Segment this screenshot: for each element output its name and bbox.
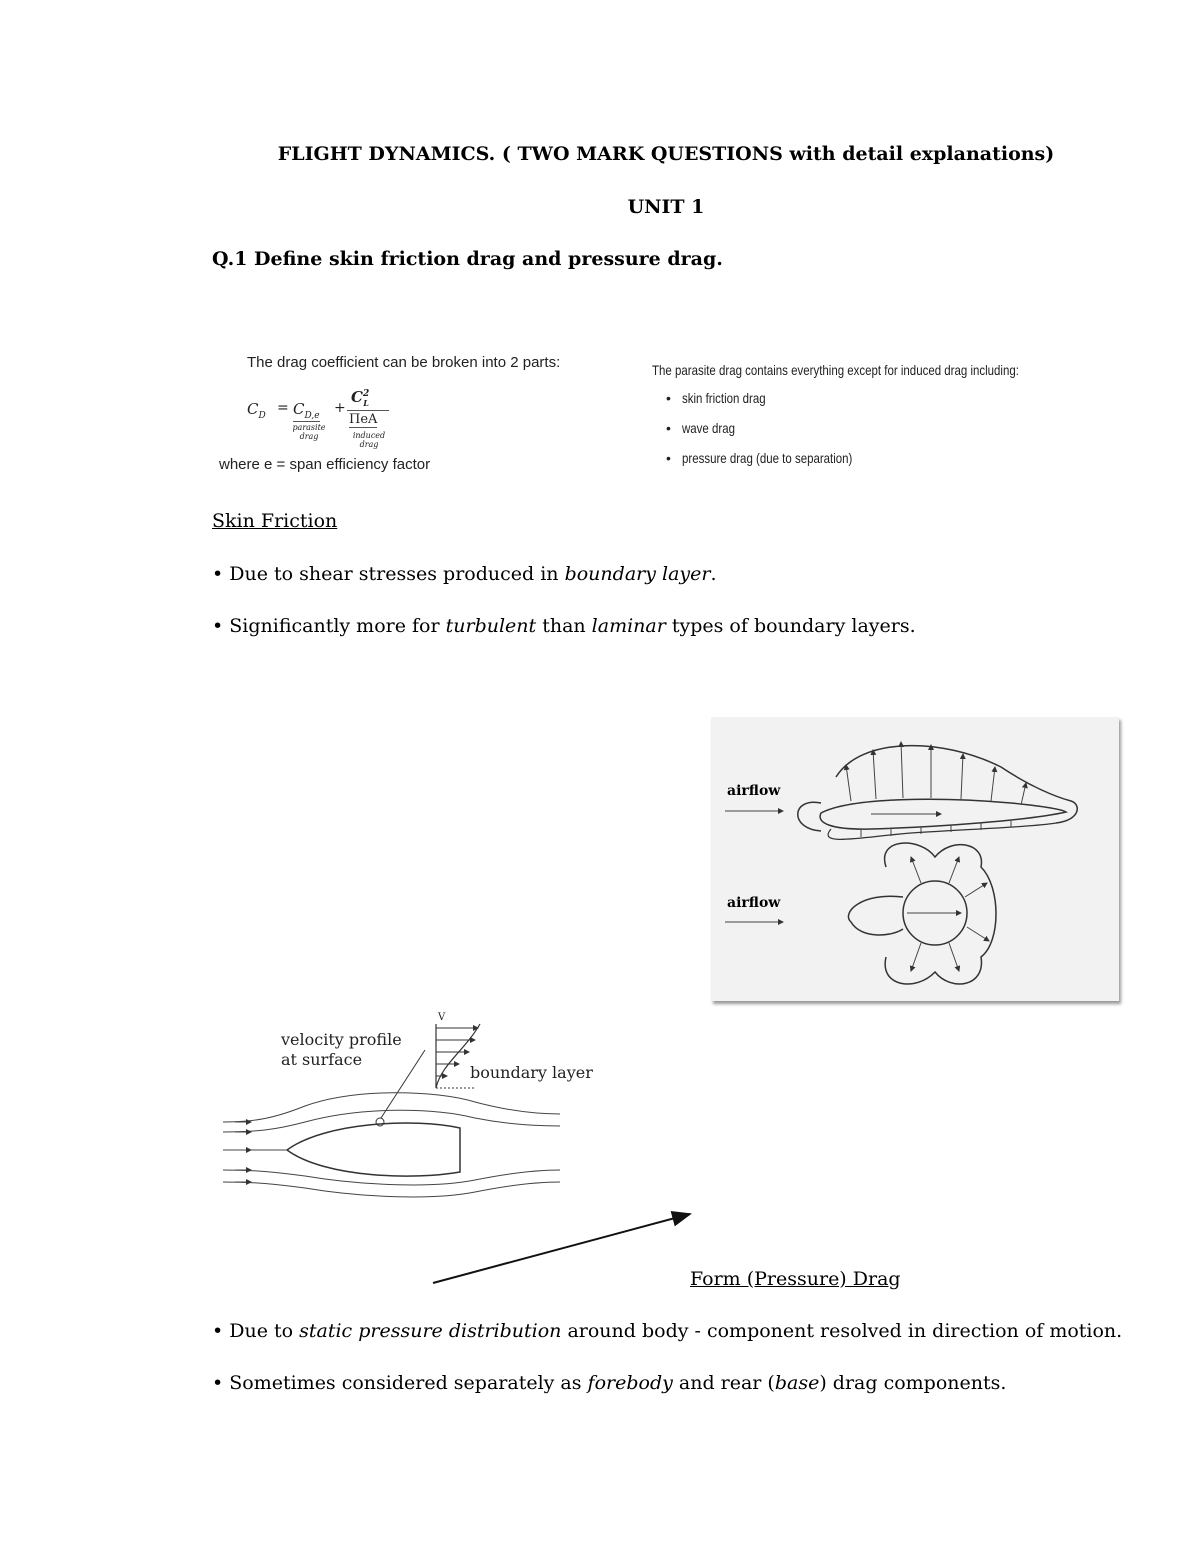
- formula-parasite-term: C: [293, 400, 305, 418]
- parasite-heading: The parasite drag contains everything except for induced drag including:: [652, 362, 1019, 378]
- formula-fraction-bar: [347, 410, 389, 411]
- parasite-list-item: • pressure drag (due to separation): [666, 450, 853, 466]
- unit-heading: UNIT 1: [627, 196, 705, 218]
- pressure-distribution-figure: [711, 717, 1119, 1001]
- parasite-list-item: • skin friction drag: [666, 390, 766, 406]
- boundary-layer-diagram: [215, 1010, 600, 1200]
- velocity-v-label: V: [438, 1012, 446, 1023]
- skin-friction-bullet-1: • Due to shear stresses produced in boundary layer.: [212, 563, 717, 585]
- formula-equals: =: [277, 400, 289, 416]
- parasite-list: [666, 390, 890, 480]
- parasite-drag-image: [652, 358, 1019, 478]
- formula-denominator: ΠeA: [349, 412, 378, 427]
- drag-coefficient-formula-image: [215, 350, 630, 480]
- pointer-arrow: [425, 1200, 725, 1290]
- formula-lhs-sub: D: [258, 411, 266, 421]
- skin-friction-bullet-2: • Significantly more for turbulent than laminar types of boundary layers.: [212, 615, 916, 637]
- velocity-profile-label: velocity profile at surface: [281, 1030, 402, 1069]
- formula-parasite-sub: D,e: [304, 411, 320, 421]
- formula-numerator-sup: 2: [362, 389, 370, 399]
- pressure-distribution-diagram: [711, 717, 1119, 1001]
- formula-numerator-sub: L: [363, 398, 369, 408]
- formula-heading: The drag coefficient can be broken into 2 parts:: [247, 354, 561, 371]
- airflow-label-bottom: airflow: [727, 895, 781, 911]
- boundary-layer-figure: [215, 1010, 600, 1200]
- skin-friction-heading: Skin Friction: [212, 510, 338, 532]
- form-drag-bullet-1: • Due to static pressure distribution around body - component resolved in direction of motion.: [212, 1320, 1123, 1342]
- airflow-label-top: airflow: [727, 783, 781, 799]
- question-heading: Q.1 Define skin friction drag and pressure drag.: [212, 248, 723, 270]
- page-title: FLIGHT DYNAMICS. ( TWO MARK QUESTIONS with detail explanations): [277, 143, 1055, 165]
- formula-lhs: C: [247, 400, 259, 418]
- boundary-layer-label: boundary layer: [470, 1063, 593, 1082]
- form-drag-heading: Form (Pressure) Drag: [690, 1268, 901, 1290]
- form-drag-bullet-2: • Sometimes considered separately as forebody and rear (base) drag components.: [212, 1372, 1007, 1394]
- formula-plus: +: [334, 400, 346, 416]
- formula-numerator: C: [351, 388, 363, 406]
- formula-parasite-label: parasite drag: [292, 423, 326, 441]
- formula-equation: [247, 388, 447, 452]
- parasite-list-item: • wave drag: [666, 420, 735, 436]
- formula-where-text: where e = span efficiency factor: [219, 456, 431, 473]
- formula-induced-label: induced drag: [352, 431, 386, 449]
